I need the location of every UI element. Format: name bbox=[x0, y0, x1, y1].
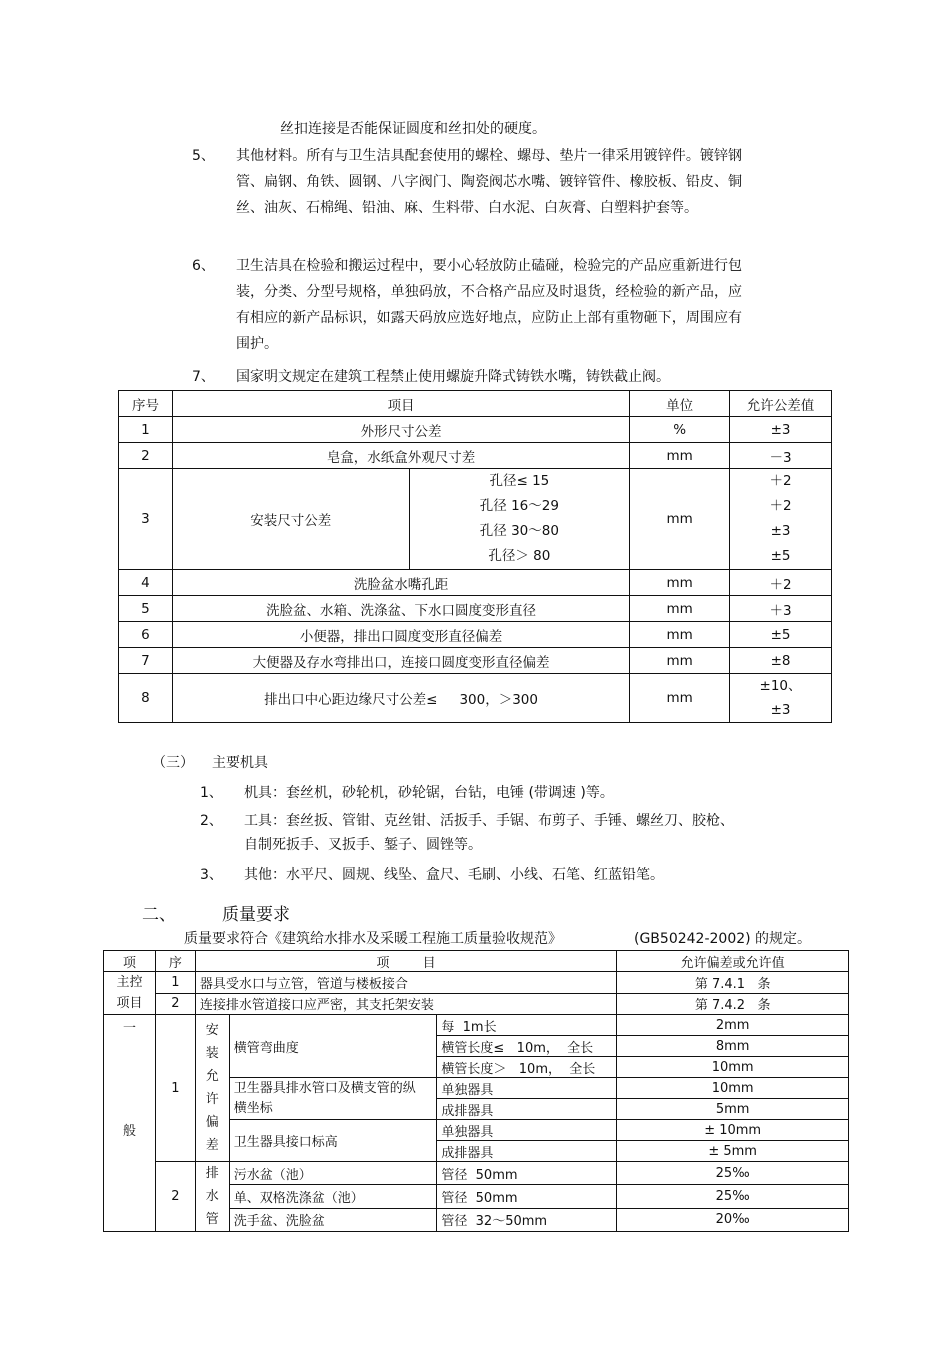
group-char: 水 bbox=[205, 1189, 219, 1204]
table-cell: 5 bbox=[119, 596, 173, 622]
table-row bbox=[104, 993, 849, 1015]
table-cell: 大便器及存水弯排出口，连接口圆度变形直径偏差 bbox=[172, 648, 629, 674]
table-cell: mm bbox=[630, 596, 730, 622]
section-title: 质量要求 bbox=[222, 905, 290, 925]
table-cell: 1 bbox=[119, 417, 173, 443]
table-row bbox=[119, 469, 832, 570]
table-cell bbox=[409, 469, 630, 570]
section-number: （三） bbox=[152, 755, 194, 771]
table-cell: 4 bbox=[119, 570, 173, 596]
section-number: 二、 bbox=[142, 905, 176, 925]
item-number: 5、 bbox=[192, 148, 215, 164]
group-label: 项目 bbox=[116, 996, 143, 1011]
table-cell: 卫生器具接口标高 bbox=[229, 1120, 437, 1162]
table-cell: 洗脸盆、水箱、洗涤盆、下水口圆度变形直径 bbox=[172, 596, 629, 622]
sub-item: 孔径≤ 15 bbox=[489, 473, 550, 489]
section-desc: (GB50242-2002) 的规定。 bbox=[634, 931, 812, 947]
table-row bbox=[119, 417, 832, 443]
table-cell: mm bbox=[630, 648, 730, 674]
table-cell: 10mm bbox=[617, 1057, 849, 1078]
table-cell: 洗手盆、洗脸盆 bbox=[229, 1208, 437, 1231]
table-row bbox=[119, 570, 832, 596]
item-text: 其他：水平尺、圆规、线坠、盒尺、毛刷、小线、石笔、红蓝铅笔。 bbox=[244, 867, 664, 883]
sub-value: ＋2 bbox=[769, 498, 792, 514]
table-cell: 2 bbox=[155, 1162, 195, 1232]
table-cell: ±5 bbox=[730, 622, 832, 648]
item-number: 3、 bbox=[200, 867, 223, 883]
table-cell: 10mm bbox=[617, 1078, 849, 1099]
table-row bbox=[119, 648, 832, 674]
table-cell: mm bbox=[630, 570, 730, 596]
table-cell: 8 bbox=[119, 674, 173, 723]
header-cell: 允许公差值 bbox=[730, 391, 832, 417]
header-cell: 单位 bbox=[630, 391, 730, 417]
sub-value: ±10、 bbox=[759, 678, 802, 694]
table-cell: ± 10mm bbox=[617, 1120, 849, 1141]
group-char: 管 bbox=[205, 1212, 219, 1227]
header-cell: 允许偏差或允许值 bbox=[617, 951, 849, 972]
table-cell: 安装尺寸公差 bbox=[172, 469, 409, 570]
table-cell: 洗脸盆水嘴孔距 bbox=[172, 570, 629, 596]
group-char: 差 bbox=[205, 1138, 219, 1153]
sub-value: ±5 bbox=[770, 548, 791, 564]
table-cell: 管径 50mm bbox=[437, 1185, 617, 1208]
item-number: 6、 bbox=[192, 258, 215, 274]
group-label-cell bbox=[195, 1162, 229, 1232]
table-cell: 横管弯曲度 bbox=[229, 1015, 437, 1078]
table-row bbox=[104, 1015, 849, 1036]
section-title: 主要机具 bbox=[212, 755, 268, 771]
table-cell: 成排器具 bbox=[437, 1099, 617, 1120]
table-cell: －3 bbox=[730, 443, 832, 469]
item-text: 其他材料。所有与卫生洁具配套使用的螺栓、螺母、垫片一律采用镀锌件。镀锌钢管、扁钢、角铁、圆钢、八字阀门、陶瓷阀芯水嘴、镀锌管件、橡胶板、铅皮、铜丝、油灰、石棉绳、铅油、麻、生料带、白水泥、白灰膏、白塑料护套等。 bbox=[236, 148, 742, 216]
table-cell: 皂盒，水纸盒外观尺寸差 bbox=[172, 443, 629, 469]
table-header-row bbox=[119, 391, 832, 417]
table-cell: ± 5mm bbox=[617, 1141, 849, 1162]
table-cell: 横管长度≤ 10m， 全长 bbox=[437, 1036, 617, 1057]
table-header-row bbox=[104, 951, 849, 972]
item-text: 自制死扳手、叉扳手、錾子、圆锉等。 bbox=[244, 837, 482, 853]
table-cell: ±3 bbox=[730, 417, 832, 443]
table-cell: 2mm bbox=[617, 1015, 849, 1036]
table-cell: 单、双格洗涤盆（池） bbox=[229, 1185, 437, 1208]
table-cell bbox=[730, 674, 832, 723]
table-cell: 外形尺寸公差 bbox=[172, 417, 629, 443]
header-cell: 序号 bbox=[119, 391, 173, 417]
group-char: 许 bbox=[205, 1092, 219, 1107]
group-label: 一 bbox=[122, 1021, 136, 1036]
table-cell: 卫生器具排水管口及横支管的纵横坐标 bbox=[229, 1078, 437, 1120]
group-char: 偏 bbox=[205, 1115, 219, 1130]
item-number: 2、 bbox=[200, 813, 223, 829]
item-text-a: 排出口中心距边缘尺寸公差≤ bbox=[264, 692, 438, 708]
list-item bbox=[192, 366, 215, 386]
table-cell: 污水盆（池） bbox=[229, 1162, 437, 1185]
item-number: 1、 bbox=[200, 785, 223, 801]
sub-item: 孔径＞ 80 bbox=[488, 548, 551, 564]
item-text: 国家明文规定在建筑工程禁止使用螺旋升降式铸铁水嘴，铸铁截止阀。 bbox=[236, 369, 670, 385]
header-cell: 项 bbox=[104, 951, 156, 972]
sub-value: ±3 bbox=[770, 523, 791, 539]
table-cell: 第 7.4.1 条 bbox=[617, 972, 849, 994]
intro-line: 丝扣连接是否能保证圆度和丝扣处的硬度。 bbox=[280, 121, 546, 137]
table-cell: % bbox=[630, 417, 730, 443]
table-row bbox=[119, 674, 832, 723]
sub-item: 孔径 30～80 bbox=[479, 523, 559, 539]
table-cell: 器具受水口与立管，管道与楼板接合 bbox=[195, 972, 616, 994]
table-cell: mm bbox=[630, 469, 730, 570]
sub-value: ±3 bbox=[770, 702, 791, 718]
table-cell: 成排器具 bbox=[437, 1141, 617, 1162]
table-cell: 6 bbox=[119, 622, 173, 648]
section-desc: 质量要求符合《建筑给水排水及采暖工程施工质量验收规范》 bbox=[184, 931, 562, 947]
group-label-cell bbox=[104, 972, 156, 1015]
table-cell: 25‰ bbox=[617, 1185, 849, 1208]
group-label-cell bbox=[195, 1015, 229, 1162]
header-cell: 项 目 bbox=[195, 951, 616, 972]
tolerance-table bbox=[118, 390, 832, 723]
group-label: 主控 bbox=[116, 975, 143, 990]
table-cell: 2 bbox=[155, 993, 195, 1015]
item-text-b: 300，＞300 bbox=[459, 692, 538, 708]
sub-item: 孔径 16～29 bbox=[479, 498, 559, 514]
table-cell: 25‰ bbox=[617, 1162, 849, 1185]
table-cell: mm bbox=[630, 622, 730, 648]
header-cell: 项目 bbox=[172, 391, 629, 417]
quality-table bbox=[103, 950, 849, 1232]
table-cell: mm bbox=[630, 443, 730, 469]
item-text: 机具：套丝机，砂轮机，砂轮锯，台钻，电锤 (带调速 )等。 bbox=[244, 785, 614, 801]
table-cell: 单独器具 bbox=[437, 1078, 617, 1099]
group-char: 排 bbox=[205, 1166, 219, 1181]
table-cell: 1 bbox=[155, 972, 195, 994]
table-row bbox=[119, 596, 832, 622]
table-cell: 3 bbox=[119, 469, 173, 570]
table-cell: mm bbox=[630, 674, 730, 723]
table-cell: 小便器，排出口圆度变形直径偏差 bbox=[172, 622, 629, 648]
table-cell: ＋2 bbox=[730, 570, 832, 596]
item-text: 卫生洁具在检验和搬运过程中，要小心轻放防止磕碰，检验完的产品应重新进行包装，分类、分型号规格，单独码放，不合格产品应及时退货，经检验的新产品，应有相应的新产品标识，如露天码放应选好地点，应防止上部有重物砸下，周围应有围护。 bbox=[236, 258, 742, 352]
table-cell: 20‰ bbox=[617, 1208, 849, 1231]
group-char: 允 bbox=[205, 1069, 219, 1084]
group-label: 般 bbox=[122, 1124, 136, 1139]
group-char: 安 bbox=[205, 1023, 219, 1038]
item-text: 工具：套丝扳、管钳、克丝钳、活扳手、手锯、布剪子、手锤、螺丝刀、胶枪、 bbox=[244, 813, 734, 829]
group-label-cell bbox=[104, 1015, 156, 1232]
table-cell: 连接排水管道接口应严密，其支托架安装 bbox=[195, 993, 616, 1015]
table-cell: 第 7.4.2 条 bbox=[617, 993, 849, 1015]
sub-value: ＋2 bbox=[769, 473, 792, 489]
table-cell bbox=[730, 469, 832, 570]
group-char: 装 bbox=[205, 1046, 219, 1061]
table-cell: 5mm bbox=[617, 1099, 849, 1120]
table-cell: 管径 50mm bbox=[437, 1162, 617, 1185]
table-cell bbox=[172, 674, 629, 723]
table-row bbox=[104, 1162, 849, 1185]
table-cell: 8mm bbox=[617, 1036, 849, 1057]
table-cell: 2 bbox=[119, 443, 173, 469]
table-cell: ±8 bbox=[730, 648, 832, 674]
header-cell: 序 bbox=[155, 951, 195, 972]
table-cell: 1 bbox=[155, 1015, 195, 1162]
table-cell: 单独器具 bbox=[437, 1120, 617, 1141]
table-cell: 管径 32～50mm bbox=[437, 1208, 617, 1231]
table-cell: ＋3 bbox=[730, 596, 832, 622]
table-cell: 7 bbox=[119, 648, 173, 674]
table-row bbox=[119, 622, 832, 648]
table-cell: 横管长度＞ 10m， 全长 bbox=[437, 1057, 617, 1078]
item-number: 7、 bbox=[192, 369, 215, 385]
table-cell: 每 1m长 bbox=[437, 1015, 617, 1036]
table-row bbox=[104, 972, 849, 994]
table-row bbox=[119, 443, 832, 469]
